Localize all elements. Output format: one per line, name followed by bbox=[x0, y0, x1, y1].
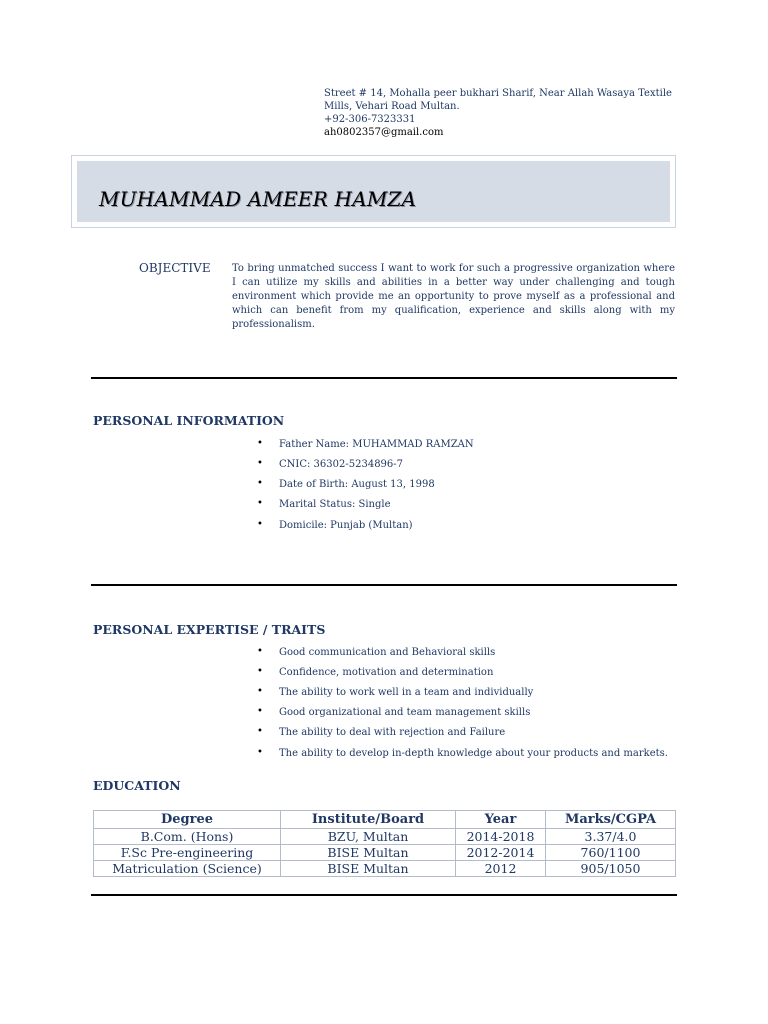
bullet-icon: • bbox=[257, 478, 263, 489]
list-item: • The ability to work well in a team and individually bbox=[257, 686, 534, 698]
section-divider bbox=[91, 377, 677, 379]
bullet-icon: • bbox=[257, 686, 263, 697]
list-item: • Father Name: MUHAMMAD RAMZAN bbox=[257, 438, 474, 450]
table-row bbox=[94, 845, 676, 861]
table-cell: BISE Multan bbox=[281, 845, 456, 861]
bullet-icon: • bbox=[257, 747, 263, 758]
bullet-icon: • bbox=[257, 726, 263, 737]
bullet-icon: • bbox=[257, 666, 263, 677]
bullet-icon: • bbox=[257, 646, 263, 657]
bullet-icon: • bbox=[257, 519, 263, 530]
address-line: Street # 14, Mohalla peer bukhari Sharif, Near Allah Wasaya Textile bbox=[324, 88, 672, 99]
column-header: Institute/Board bbox=[281, 811, 456, 829]
address-line: Mills, Vehari Road Multan. bbox=[324, 101, 460, 112]
table-cell: BISE Multan bbox=[281, 861, 456, 877]
expertise-heading: PERSONAL EXPERTISE / TRAITS bbox=[93, 622, 326, 637]
name-banner-fill bbox=[77, 161, 670, 222]
column-header: Degree bbox=[94, 811, 281, 829]
column-header: Marks/CGPA bbox=[546, 811, 676, 829]
bullet-icon: • bbox=[257, 438, 263, 449]
table-cell: 2012 bbox=[456, 861, 546, 877]
section-divider bbox=[91, 894, 677, 896]
table-cell: 2014-2018 bbox=[456, 829, 546, 845]
education-table bbox=[93, 810, 676, 877]
list-item: • Marital Status: Single bbox=[257, 498, 391, 510]
list-item: • Domicile: Punjab (Multan) bbox=[257, 519, 413, 531]
list-item: • Good organizational and team management skills bbox=[257, 706, 531, 718]
objective-label: OBJECTIVE bbox=[139, 261, 211, 275]
list-item: • CNIC: 36302-5234896-7 bbox=[257, 458, 404, 470]
table-header-row bbox=[94, 811, 676, 829]
table-cell: 3.37/4.0 bbox=[546, 829, 676, 845]
education-heading: EDUCATION bbox=[93, 778, 181, 793]
phone-number: +92-306-7323331 bbox=[324, 114, 416, 125]
table-cell: 760/1100 bbox=[546, 845, 676, 861]
table-cell: 2012-2014 bbox=[456, 845, 546, 861]
column-header: Year bbox=[456, 811, 546, 829]
contact-block bbox=[324, 87, 674, 139]
table-cell: B.Com. (Hons) bbox=[94, 829, 281, 845]
bullet-icon: • bbox=[257, 498, 263, 509]
list-item: • Good communication and Behavioral skills bbox=[257, 646, 496, 658]
table-row bbox=[94, 861, 676, 877]
table-cell: 905/1050 bbox=[546, 861, 676, 877]
list-item: • The ability to deal with rejection and Failure bbox=[257, 726, 506, 738]
email-address: ah0802357@gmail.com bbox=[324, 127, 444, 138]
list-item: • Date of Birth: August 13, 1998 bbox=[257, 478, 435, 490]
name-banner bbox=[71, 155, 676, 228]
objective-text: To bring unmatched success I want to work for such a progressive organization where I can utilize my skills and abilities in a better way under challenging and tough environment which provide me an opportunity to prove myself as a professional and which can benefit from my qualification, experience and skills along with my professionalism. bbox=[232, 263, 675, 330]
candidate-name: MUHAMMAD AMEER HAMZA bbox=[99, 187, 417, 211]
section-divider bbox=[91, 584, 677, 586]
bullet-icon: • bbox=[257, 458, 263, 469]
list-item: • Confidence, motivation and determination bbox=[257, 666, 494, 678]
table-cell: Matriculation (Science) bbox=[94, 861, 281, 877]
personal-information-heading: PERSONAL INFORMATION bbox=[93, 413, 285, 428]
list-item: • The ability to develop in-depth knowledge about your products and markets. bbox=[257, 747, 668, 759]
bullet-icon: • bbox=[257, 706, 263, 717]
table-row bbox=[94, 829, 676, 845]
table-cell: F.Sc Pre-engineering bbox=[94, 845, 281, 861]
table-cell: BZU, Multan bbox=[281, 829, 456, 845]
